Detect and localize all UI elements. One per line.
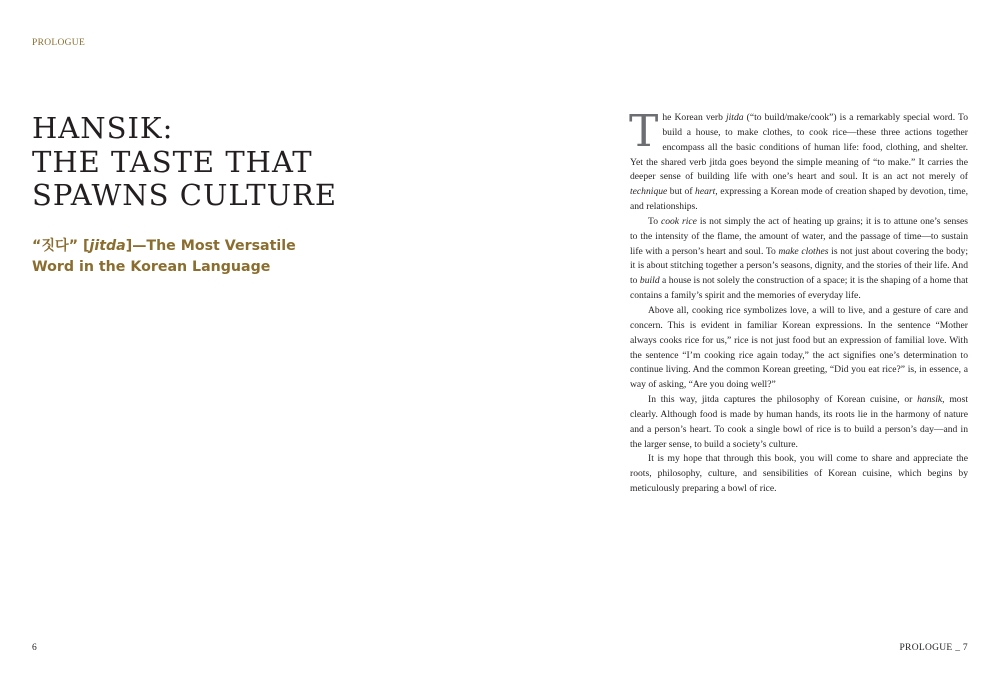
paragraph-4 <box>630 393 968 452</box>
italic-run: heart <box>695 186 716 198</box>
page-title: HANSIK: THE TASTE THAT SPAWNS CULTURE <box>32 111 338 212</box>
italic-run: jitda <box>725 112 744 123</box>
page-number-right: PROLOGUE _ 7 <box>899 643 968 653</box>
text-run: but of <box>667 186 696 198</box>
subtitle-term: jitda <box>89 238 126 254</box>
italic-run: build <box>639 275 660 287</box>
italic-run: cook rice <box>660 215 697 227</box>
text-run: In this way, jitda captures the philosophy of Korean cuisine, or <box>648 394 918 406</box>
chapter-subtitle <box>32 236 342 278</box>
subtitle-part-1: “짓다” [ <box>32 238 90 254</box>
paragraph-1 <box>629 106 969 215</box>
paragraph-2 <box>630 215 968 304</box>
text-run: (“to build/make/cook”) is a remarkably special word. To build a house, to make clothes, to cook rice—these three actions together encompass all the basic conditions of human life: food, clothing, and shelter. Yet the shared verb jitda goes beyond the simple meaning of “to make.” It carries the deeper sense of building life with one’s heart and soul. It is an act not merely of <box>630 112 969 183</box>
paragraph-5: It is my hope that through this book, you will come to share and appreciate the roots, philosophy, culture, and sensibilities of Korean cuisine, which begins by meticulously preparing a bowl of rice. <box>630 453 968 495</box>
text-run: To <box>648 215 661 227</box>
text-run: , most clearly. Although food is made by human hands, its roots lie in the harmony of nature and a person’s heart. To cook a single bowl of rice is to build a person’s day—and in the larger sense, to build a society’s culture. <box>630 394 968 450</box>
subtitle-part-2: ]—The Most Versatile Word in the Korean Language <box>32 238 296 275</box>
paragraph-3: Above all, cooking rice symbolizes love, a will to live, and a gesture of care and concern. This is evident in familiar Korean expressions. In the sentence “Mother always cooks rice for us,” rice is not just food but an expression of familial love. With the sentence “I’m cooking rice again today,” the act signifies one’s determination to continue living. And the common Korean greeting, “Did you eat rice?” is, in essence, a way of asking, “Are you doing well?” <box>630 304 968 391</box>
italic-run: hansik <box>917 394 943 406</box>
text-run: is not simply the act of heating up grains; it is to attune one’s senses to the intensity of the flame, the amount of water, and the passage of time—to sustain life with a person’s heart and soul. To <box>630 215 968 257</box>
running-head: PROLOGUE <box>32 38 86 48</box>
text-run: is not just about covering the body; it is about stitching together a person’s seasons, dignity, and the stories of their life. And to <box>630 245 968 287</box>
drop-cap: T <box>629 106 659 157</box>
text-run: a house is not solely the construction of a space; it is the shaping of a home that contains a family’s spirit and the memories of everyday life. <box>630 275 968 302</box>
text-run: he Korean verb <box>662 112 726 123</box>
italic-run: technique <box>630 186 668 198</box>
italic-run: make clothes <box>778 245 829 257</box>
body-text <box>629 106 969 497</box>
text-run: , expressing a Korean mode of creation shaped by devotion, time, and relationships. <box>630 186 968 213</box>
page-number-left: 6 <box>32 643 37 653</box>
